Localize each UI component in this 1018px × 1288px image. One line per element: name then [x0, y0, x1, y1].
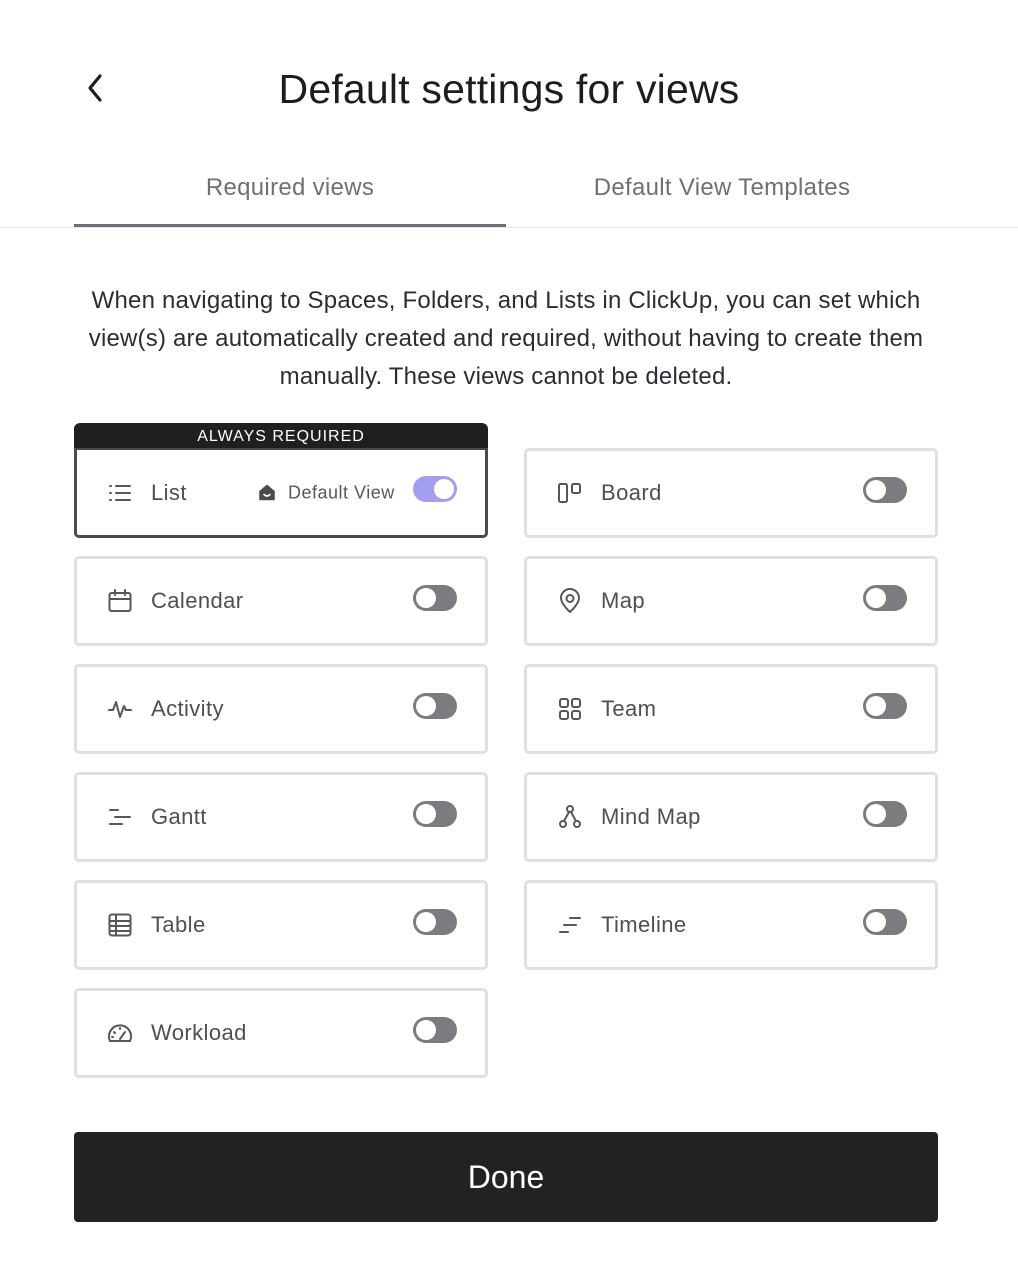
- calendar-icon: [106, 587, 134, 615]
- tab-default-view-templates[interactable]: Default View Templates: [593, 174, 851, 201]
- toggle-knob: [434, 479, 454, 499]
- table-icon: [106, 911, 134, 939]
- activity-icon: [106, 695, 134, 723]
- view-card-timeline: [524, 880, 938, 970]
- toggle-activity[interactable]: [413, 693, 457, 719]
- workload-gauge-icon: [106, 1019, 134, 1047]
- toggle-knob: [416, 588, 436, 608]
- view-card-board: [524, 448, 938, 538]
- team-grid-icon: [556, 695, 584, 723]
- toggle-workload[interactable]: [413, 1017, 457, 1043]
- toggle-knob: [866, 804, 886, 824]
- description-text: When navigating to Spaces, Folders, and Lists in ClickUp, you can set which view(s) are automatically created and required, without having to create them manually. These views cannot be deleted.: [88, 287, 924, 390]
- view-label: Mind Map: [601, 804, 701, 829]
- toggle-board[interactable]: [863, 477, 907, 503]
- map-pin-icon: [556, 587, 584, 615]
- view-card-gantt: [74, 772, 488, 862]
- toggle-knob: [416, 1020, 436, 1040]
- page-title: Default settings for views: [278, 66, 740, 112]
- toggle-calendar[interactable]: [413, 585, 457, 611]
- view-label: Gantt: [151, 804, 207, 829]
- view-card-team: [524, 664, 938, 754]
- view-label: Map: [601, 588, 645, 613]
- tab-bar: [0, 150, 1018, 228]
- timeline-icon: [556, 911, 584, 939]
- gantt-icon: [106, 803, 134, 831]
- active-tab-indicator: [74, 224, 506, 227]
- view-label: Timeline: [601, 912, 687, 937]
- toggle-mind-map[interactable]: [863, 801, 907, 827]
- view-card-map: [524, 556, 938, 646]
- toggle-team[interactable]: [863, 693, 907, 719]
- view-card-mind-map: [524, 772, 938, 862]
- view-card-calendar: [74, 556, 488, 646]
- view-label: Workload: [151, 1020, 247, 1045]
- toggle-knob: [416, 696, 436, 716]
- toggle-map[interactable]: [863, 585, 907, 611]
- toggle-table[interactable]: [413, 909, 457, 935]
- home-icon: [258, 483, 278, 503]
- view-card-table: [74, 880, 488, 970]
- view-label: Activity: [151, 696, 224, 721]
- view-card-list: [74, 448, 488, 538]
- view-label: Table: [151, 912, 206, 937]
- view-label: Board: [601, 480, 662, 505]
- toggle-knob: [416, 912, 436, 932]
- tab-required-views[interactable]: Required views: [205, 174, 375, 201]
- toggle-knob: [866, 696, 886, 716]
- view-label: Calendar: [151, 588, 244, 613]
- toggle-knob: [866, 480, 886, 500]
- toggle-gantt[interactable]: [413, 801, 457, 827]
- done-button[interactable]: Done: [74, 1132, 938, 1222]
- toggle-list[interactable]: [413, 476, 457, 502]
- toggle-knob: [416, 804, 436, 824]
- view-label: Team: [601, 696, 657, 721]
- mind-map-icon: [556, 803, 584, 831]
- default-view-badge: [258, 482, 395, 503]
- toggle-knob: [866, 588, 886, 608]
- view-card-workload: [74, 988, 488, 1078]
- view-label: List: [151, 479, 187, 505]
- default-view-label: Default View: [288, 482, 395, 502]
- always-required-banner: ALWAYS REQUIRED: [74, 423, 488, 449]
- board-icon: [556, 479, 584, 507]
- view-card-activity: [74, 664, 488, 754]
- toggle-timeline[interactable]: [863, 909, 907, 935]
- list-icon: [106, 479, 134, 507]
- toggle-knob: [866, 912, 886, 932]
